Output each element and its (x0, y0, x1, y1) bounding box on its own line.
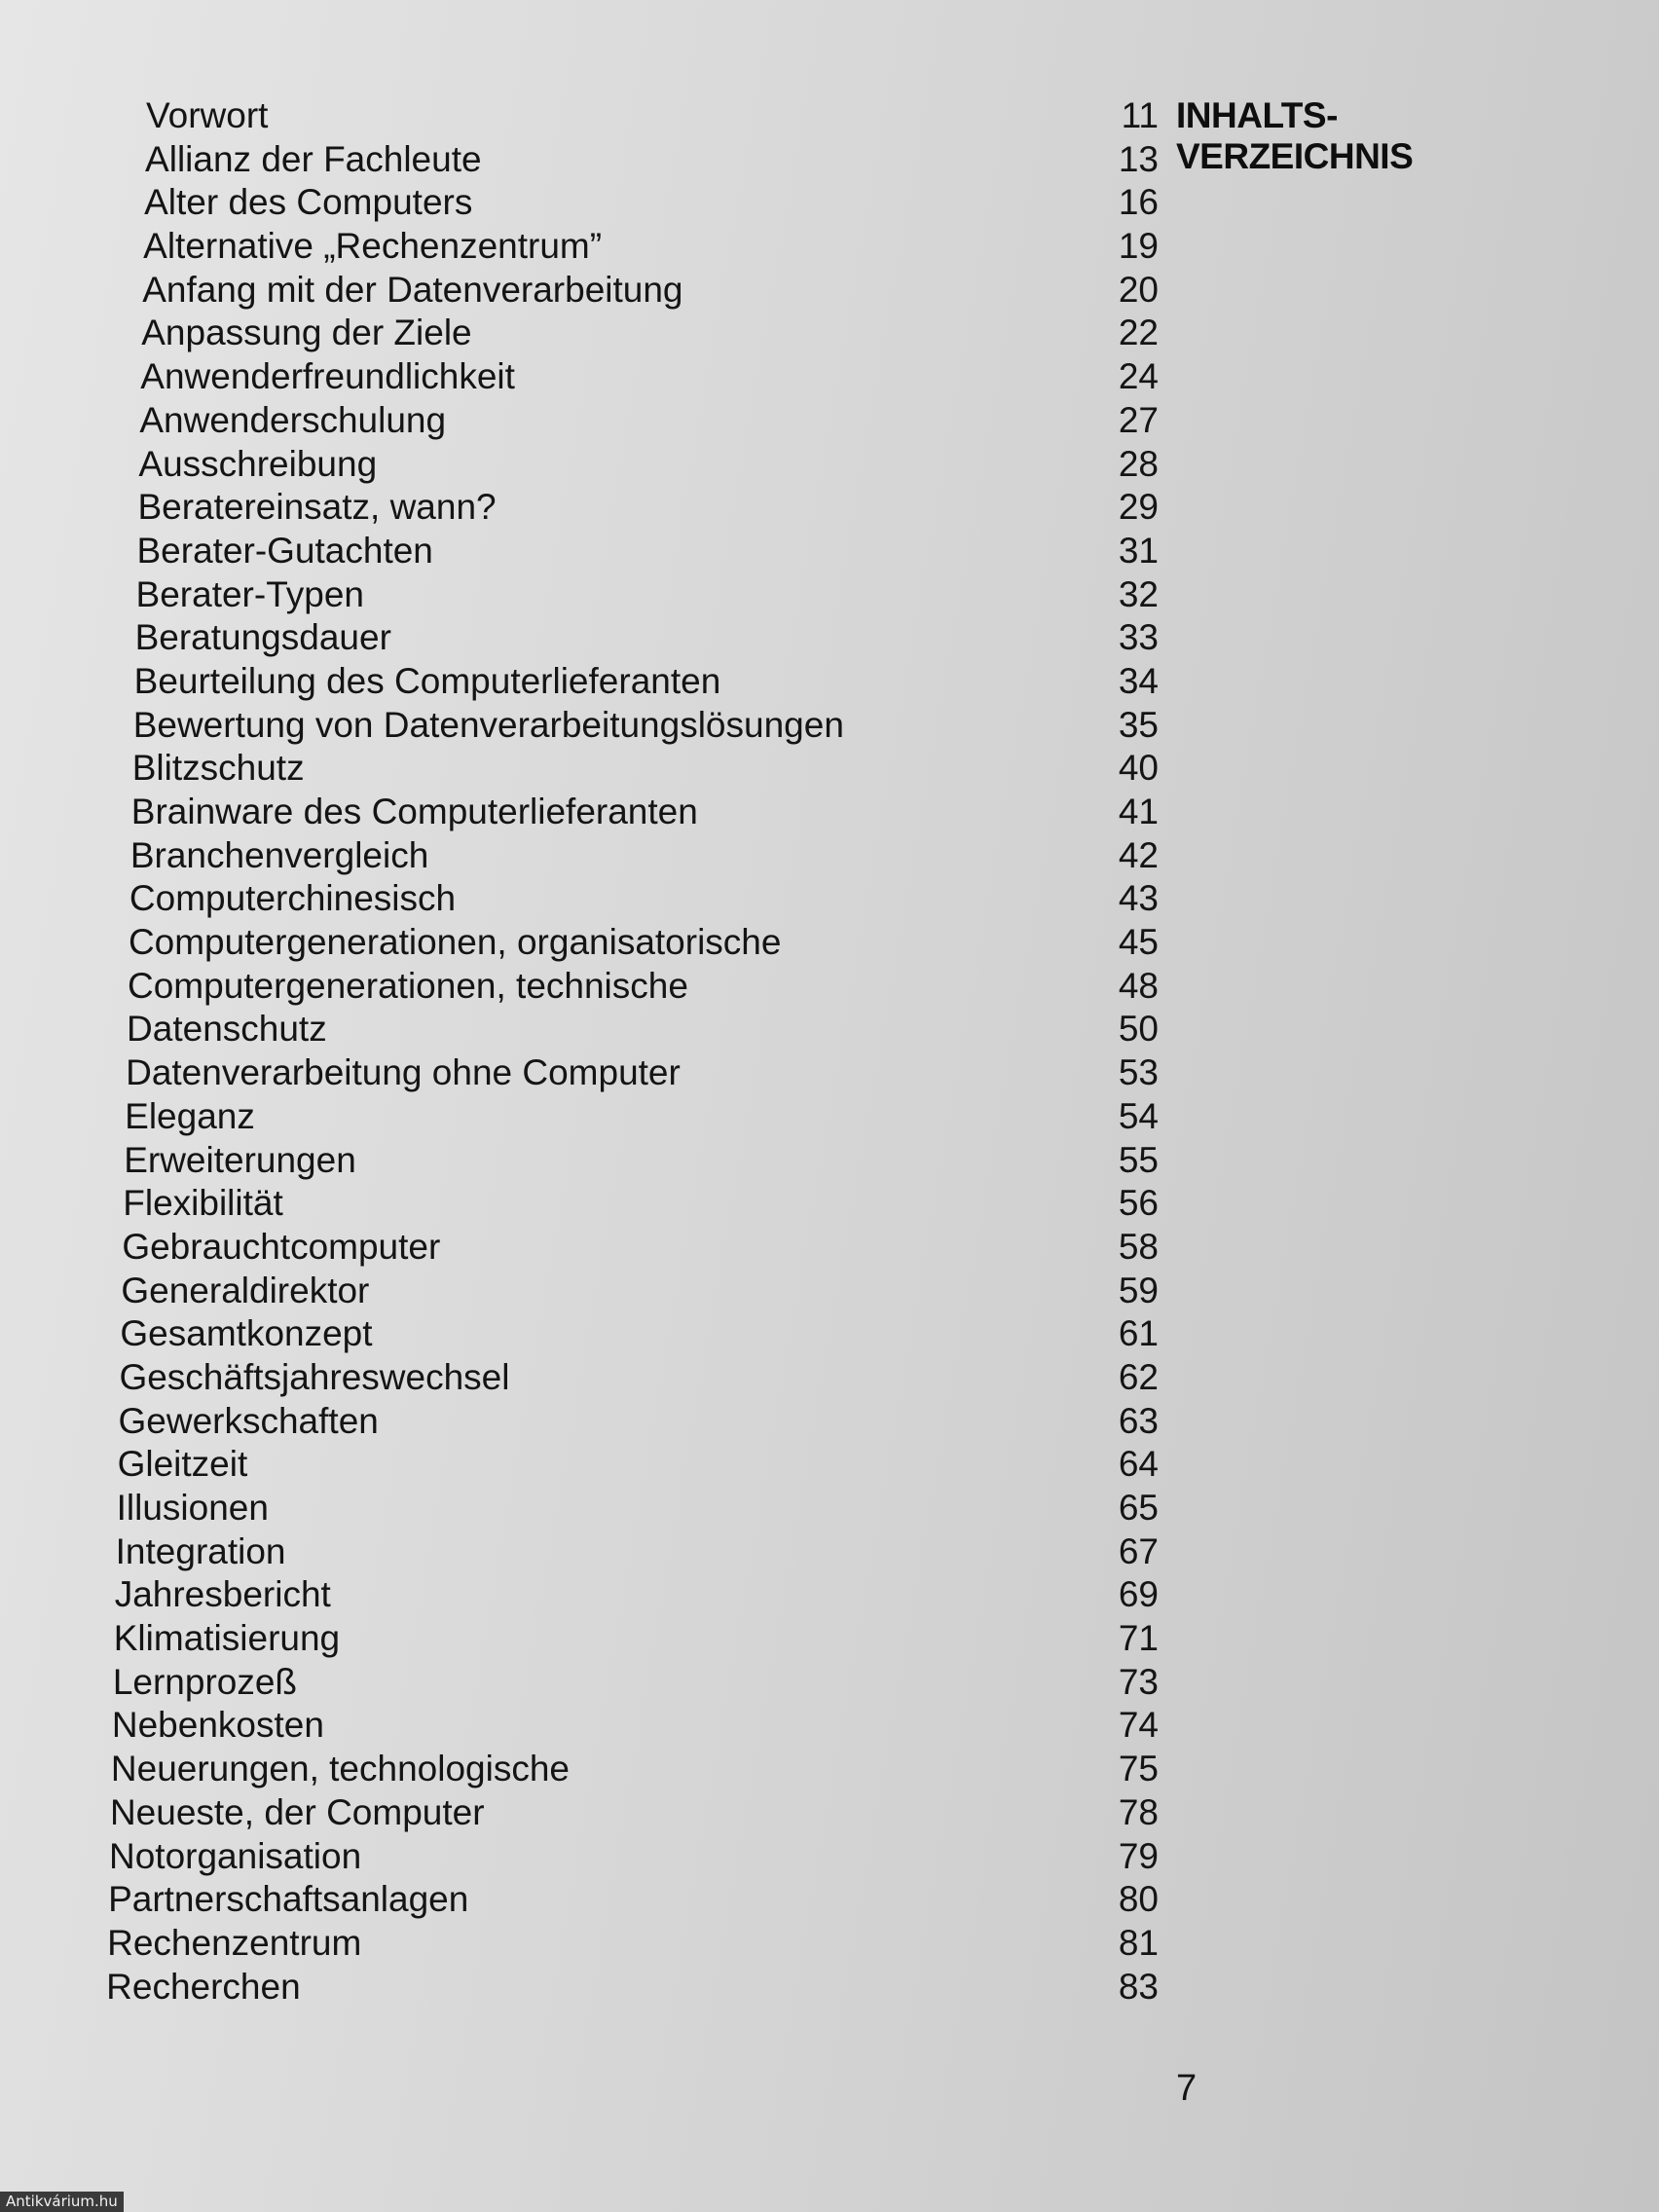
toc-entry-page: 64 (1118, 1444, 1159, 1485)
toc-entry-page: 24 (1118, 356, 1159, 397)
toc-entry-title: Alternative „Rechenzentrum” (143, 226, 603, 267)
toc-entry (123, 1270, 1159, 1313)
toc-entry-title: Gleitzeit (117, 1444, 248, 1485)
toc-entry (123, 269, 1159, 313)
toc-entry-page: 35 (1118, 704, 1159, 745)
toc-entry-title: Neuerungen, technologische (110, 1749, 570, 1789)
toc-entry (113, 1617, 1159, 1661)
toc-entry-title: Ausschreibung (138, 443, 378, 484)
toc-entry (123, 965, 1159, 1009)
toc-entry-page: 28 (1118, 443, 1159, 484)
toc-entry-title: Brainware des Computerlieferanten (130, 792, 698, 831)
toc-entry (120, 1312, 1159, 1356)
toc-entry (123, 138, 1159, 182)
toc-entry-page: 50 (1118, 1009, 1159, 1050)
contents-heading (1176, 95, 1413, 177)
toc-entry-page: 79 (1118, 1835, 1159, 1876)
toc-entry (119, 1356, 1159, 1400)
toc-entry (123, 791, 1159, 834)
toc-entry-page: 33 (1118, 617, 1159, 658)
toc-entry (106, 1966, 1159, 2009)
toc-entry (123, 181, 1159, 225)
toc-entry (123, 1095, 1159, 1139)
toc-entry-title: Gewerkschaften (118, 1400, 379, 1441)
toc-entry-page: 22 (1118, 313, 1159, 353)
toc-entry-title: Computergenerationen, technische (128, 965, 688, 1006)
toc-entry-title: Partnerschaftsanlagen (108, 1879, 469, 1920)
toc-entry (123, 834, 1159, 878)
toc-entry-title: Erweiterungen (124, 1139, 356, 1180)
page-number: 7 (1176, 2068, 1198, 2109)
toc-entry-title: Jahresbericht (114, 1574, 331, 1615)
toc-entry-page: 81 (1118, 1922, 1159, 1963)
toc-entry (123, 660, 1159, 704)
toc-entry (118, 1400, 1159, 1444)
toc-entry-title: Anpassung der Ziele (141, 313, 472, 353)
toc-entry-page: 56 (1118, 1183, 1159, 1224)
toc-entry (110, 1748, 1159, 1791)
toc-entry (123, 225, 1159, 269)
toc-entry-page: 61 (1118, 1313, 1159, 1354)
toc-entry (116, 1487, 1159, 1530)
toc-entry-title: Vorwort (146, 95, 269, 135)
toc-entry-page: 75 (1118, 1749, 1159, 1789)
toc-entry-title: Beratungsdauer (134, 617, 391, 658)
toc-entry-title: Notorganisation (109, 1835, 362, 1876)
toc-entry-page: 34 (1118, 660, 1159, 701)
toc-entry-page: 16 (1118, 182, 1159, 223)
heading-line-2: VERZEICHNIS (1176, 136, 1414, 176)
toc-entry-page: 62 (1118, 1356, 1159, 1397)
toc-entry (114, 1573, 1159, 1617)
toc-entry-title: Berater-Gutachten (136, 530, 433, 571)
toc-entry-title: Alter des Computers (144, 182, 473, 223)
toc-entry-page: 67 (1118, 1530, 1159, 1571)
toc-entry-title: Recherchen (106, 1966, 301, 2007)
toc-entry (123, 704, 1159, 748)
toc-entry (108, 1878, 1159, 1922)
toc-entry-title: Rechenzentrum (107, 1922, 362, 1963)
toc-entry-page: 29 (1118, 487, 1159, 528)
toc-entry (123, 1139, 1159, 1183)
toc-entry-page: 11 (1121, 95, 1159, 135)
toc-entry-title: Klimatisierung (113, 1618, 341, 1659)
watermark-label: Antikvárium.hu (0, 2192, 124, 2212)
toc-entry (109, 1791, 1159, 1835)
toc-entry (123, 1051, 1159, 1095)
toc-entry (115, 1530, 1159, 1574)
toc-entry (109, 1835, 1159, 1879)
toc-entry-page: 45 (1118, 922, 1159, 963)
heading-line-1: INHALTS- (1176, 95, 1338, 135)
toc-entry (123, 616, 1159, 660)
toc-entry (123, 1226, 1159, 1270)
toc-entry (123, 1182, 1159, 1226)
toc-entry-page: 58 (1118, 1226, 1159, 1267)
toc-entry (123, 747, 1159, 791)
toc-entry (123, 312, 1159, 355)
toc-entry-page: 27 (1118, 399, 1159, 440)
toc-entry-title: Allianz der Fachleute (145, 138, 482, 179)
toc-entry (107, 1922, 1159, 1966)
table-of-contents (106, 94, 1159, 2009)
toc-entry-title: Generaldirektor (121, 1270, 370, 1310)
toc-entry-page: 83 (1118, 1966, 1159, 2007)
toc-entry-title: Berater-Typen (135, 573, 364, 614)
toc-entry (123, 1008, 1159, 1051)
toc-entry-title: Anfang mit der Datenverarbeitung (142, 269, 683, 310)
toc-entry-page: 78 (1118, 1791, 1159, 1832)
toc-entry-title: Geschäftsjahreswechsel (119, 1356, 510, 1397)
toc-entry-page: 74 (1118, 1705, 1159, 1746)
toc-entry-title: Nebenkosten (111, 1705, 324, 1746)
toc-entry-title: Neueste, der Computer (109, 1791, 485, 1832)
toc-entry-title: Illusionen (116, 1488, 269, 1528)
toc-entry (111, 1704, 1159, 1748)
toc-entry-title: Eleganz (125, 1095, 255, 1136)
toc-entry-page: 48 (1118, 965, 1159, 1006)
toc-entry-page: 54 (1118, 1095, 1159, 1136)
toc-entry (123, 399, 1159, 443)
toc-entry-page: 73 (1118, 1661, 1159, 1702)
toc-entry-page: 31 (1118, 530, 1159, 571)
toc-entry-title: Bewertung von Datenverarbeitungslösungen (132, 704, 844, 745)
toc-entry-page: 65 (1118, 1488, 1159, 1528)
toc-entry-title: Beurteilung des Computerlieferanten (133, 660, 721, 701)
toc-entry-page: 42 (1118, 834, 1159, 875)
toc-entry (123, 355, 1159, 399)
toc-entry-title: Gesamtkonzept (120, 1313, 373, 1354)
toc-entry-title: Integration (115, 1530, 286, 1571)
toc-entry-page: 71 (1118, 1618, 1159, 1659)
toc-entry-title: Datenschutz (127, 1009, 327, 1050)
toc-entry-title: Branchenvergleich (129, 834, 429, 875)
toc-entry (123, 530, 1159, 573)
toc-entry-title: Flexibilität (123, 1183, 283, 1224)
toc-entry-page: 69 (1118, 1574, 1159, 1615)
toc-entry-title: Gebrauchtcomputer (122, 1226, 441, 1267)
toc-entry-page: 20 (1118, 269, 1159, 310)
toc-entry (123, 921, 1159, 965)
toc-entry-title: Blitzschutz (131, 748, 305, 789)
toc-entry-page: 63 (1118, 1400, 1159, 1441)
toc-entry (112, 1661, 1159, 1705)
toc-entry-page: 40 (1118, 748, 1159, 789)
toc-entry-page: 41 (1118, 792, 1159, 831)
toc-entry-title: Computergenerationen, organisatorische (128, 922, 782, 963)
toc-entry (123, 486, 1159, 530)
toc-entry-title: Anwenderfreundlichkeit (140, 356, 515, 397)
toc-entry-title: Beratereinsatz, wann? (137, 487, 497, 528)
toc-entry-page: 55 (1118, 1139, 1159, 1180)
toc-entry-page: 80 (1118, 1879, 1159, 1920)
toc-entry-title: Lernprozeß (112, 1661, 298, 1702)
toc-entry-title: Anwenderschulung (139, 399, 447, 440)
toc-entry (123, 573, 1159, 617)
toc-entry-page: 32 (1118, 573, 1159, 614)
toc-entry-page: 53 (1118, 1052, 1159, 1093)
toc-entry-page: 13 (1118, 138, 1159, 179)
toc-entry-page: 43 (1118, 878, 1159, 919)
toc-entry (117, 1443, 1159, 1487)
toc-entry (123, 94, 1159, 138)
toc-entry-title: Computerchinesisch (129, 878, 457, 919)
toc-entry (123, 877, 1159, 921)
toc-entry-title: Datenverarbeitung ohne Computer (126, 1052, 681, 1093)
toc-entry (123, 443, 1159, 487)
toc-entry-page: 19 (1118, 226, 1159, 267)
toc-entry-page: 59 (1118, 1270, 1159, 1310)
